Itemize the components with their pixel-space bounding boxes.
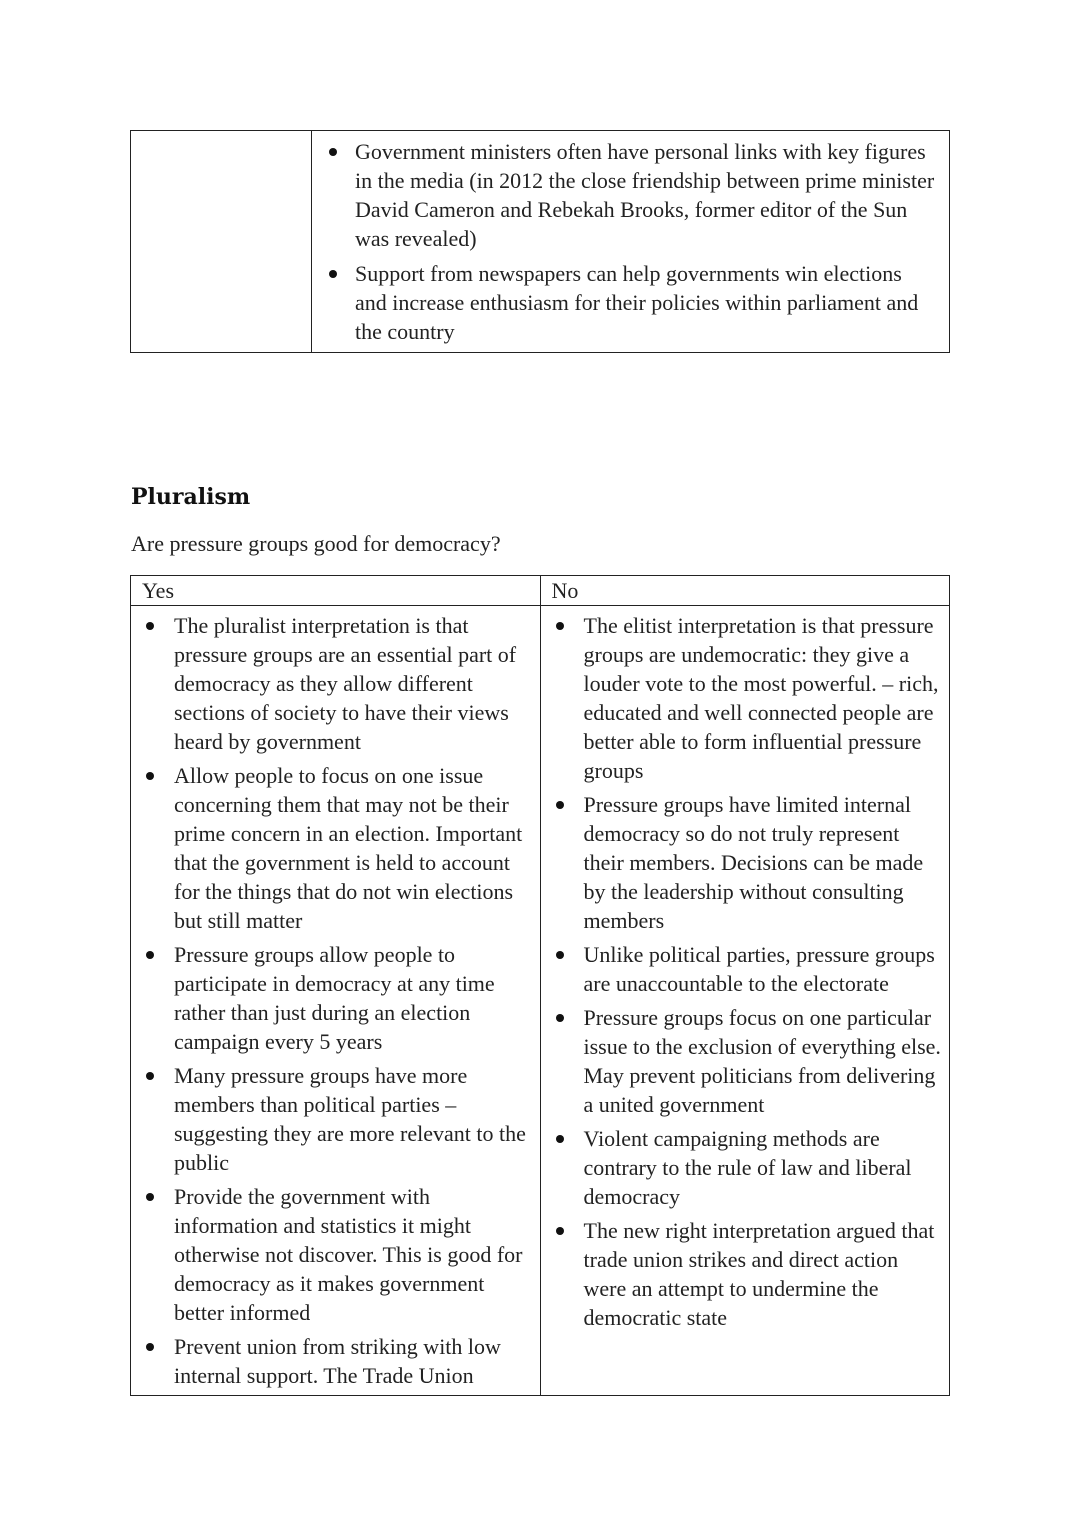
list-item: Allow people to focus on one issue concerning them that may not be their prime concern in an election. Important that the government is held to account for the things that do not win elections but still matter	[174, 761, 532, 935]
list-item: Many pressure groups have more members than political parties – suggesting they are more relevant to the public	[174, 1061, 532, 1177]
list-item: Unlike political parties, pressure groups are unaccountable to the electorate	[584, 940, 942, 998]
empty-left-cell	[131, 131, 312, 353]
list-item: Pressure groups have limited internal democracy so do not truly represent their members. Decisions can be made by the leadership without consulting members	[584, 790, 942, 935]
list-item: The elitist interpretation is that pressure groups are undemocratic: they give a louder vote to the most powerful. – rich, educated and well connected people are better able to form influential pressure groups	[584, 611, 942, 785]
list-item: Provide the government with information and statistics it might otherwise not discover. This is good for democracy as it makes government better informed	[174, 1182, 532, 1327]
list-item: The new right interpretation argued that trade union strikes and direct action were an attempt to undermine the democratic state	[584, 1216, 942, 1332]
section-question: Are pressure groups good for democracy?	[131, 531, 501, 556]
list-item: Prevent union from striking with low internal support. The Trade Union	[174, 1332, 532, 1390]
media-links-table	[130, 130, 950, 353]
list-item: Pressure groups allow people to participate in democracy at any time rather than just during an election campaign every 5 years	[174, 940, 532, 1056]
yes-bullet-list	[131, 606, 540, 1390]
list-item: Government ministers often have personal links with key figures in the media (in 2012 the close friendship between prime minister David Cameron and Rebekah Brooks, former editor of the Sun was revealed)	[355, 137, 939, 253]
no-column-header: No	[540, 576, 950, 606]
section-heading: Pluralism	[131, 484, 251, 510]
no-column-cell	[540, 606, 950, 1396]
list-item: Support from newspapers can help governments win elections and increase enthusiasm for their policies within parliament and the country	[355, 259, 939, 346]
list-item: The pluralist interpretation is that pressure groups are an essential part of democracy as they allow different sections of society to have their views heard by government	[174, 611, 532, 756]
list-item: Violent campaigning methods are contrary to the rule of law and liberal democracy	[584, 1124, 942, 1211]
yes-column-header: Yes	[131, 576, 541, 606]
list-item: Pressure groups focus on one particular issue to the exclusion of everything else. May prevent politicians from delivering a united government	[583, 1005, 941, 1117]
yes-column-cell	[131, 606, 541, 1396]
top-bullet-list	[312, 131, 949, 346]
bullets-cell	[312, 131, 950, 353]
pressure-groups-table	[130, 575, 950, 1396]
no-bullet-list	[541, 606, 950, 1332]
